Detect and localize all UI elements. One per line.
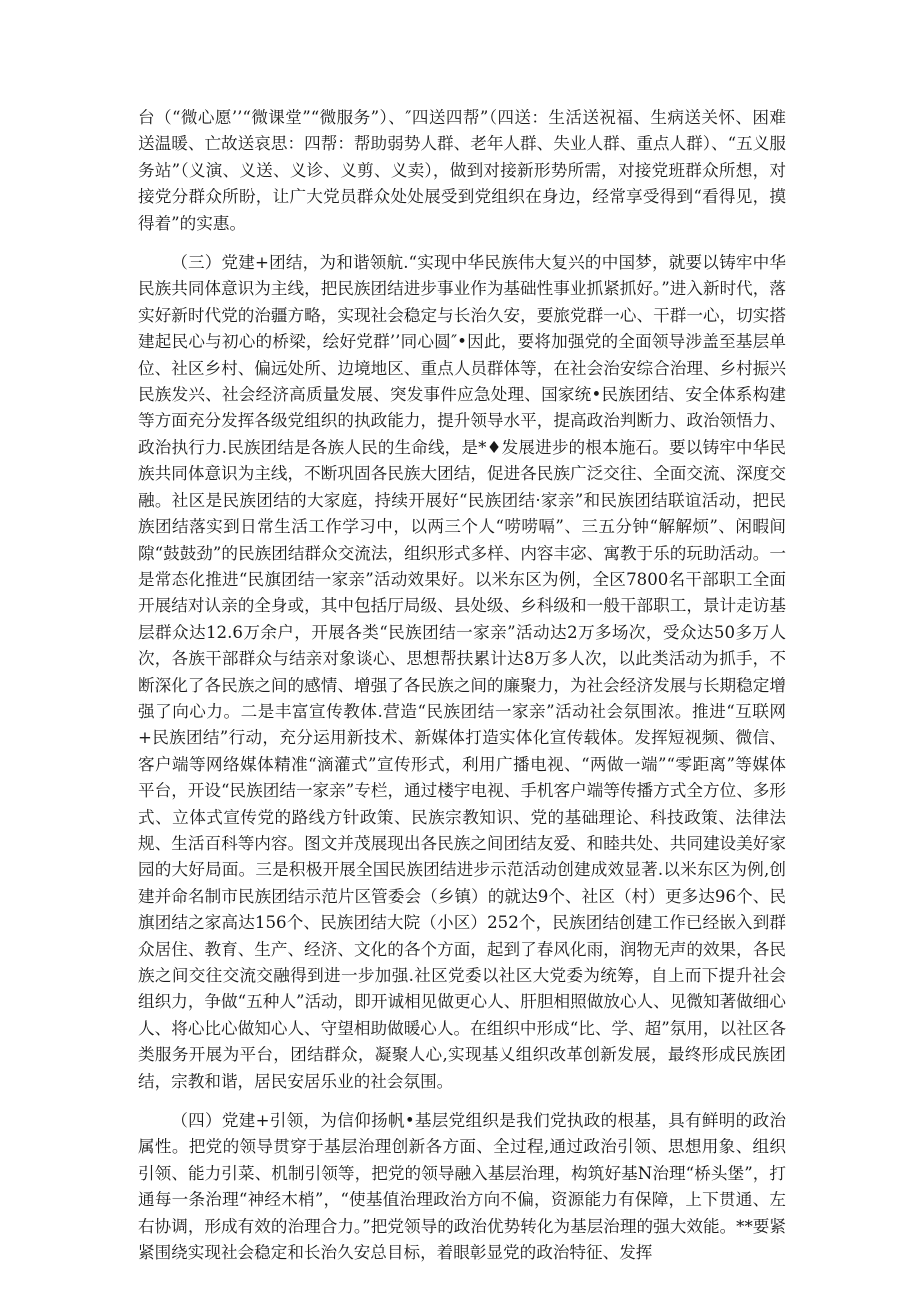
paragraph-section-three: （三）党建+团结，为和谐领航.“实现中华民族伟大复兴的中国梦，就要以铸牢中华民族共同体意识为主线，把民族团结进步事业作为基础性事业抓紧抓好。”进入新时代，落实好新时代党的治疆方略，实现社会稳定与长治久安，要旅党群一心、干群一心，切实搭建起民心与初心的桥梁，绘好党群’’同心圆″•因此，要将加强党的全面领导涉盖至基层单位、社区乡村、偏远处所、边境地区、重点人员群体等，在社会治安综合治理、乡村振兴民族发兴、社会经济高质量发展、突发事件应急处理、国家统•民族团结、安全体系构建等方面充分发挥各级党组织的执政能力，提升领导水平，提高政治判断力、政治领悟力、政治执行力.民族团结是各族人民的生命线，是*♦发展进步的根本施石。要以铸牢中华民族共同体意识为主线，不断巩固各民族大团结，促进各民族广泛交往、全面交流、深度交融。社区是民族团结的大家庭，持续开展好“民族团结·家亲”和民族团结联谊活动，把民族团结落实到日常生活工作学习中，以两三个人“唠唠嗝”、三五分钟“解解烦”、闲暇间隙“鼓鼓劲”的民族团结群众交流法，组织形式多样、内容丰宓、寓教于乐的玩助活动。一是常态化推进“民旗团结一家亲”活动效果好。以米东区为例，全区7800名干部职工全面开展结对认亲的全身或，其中包括厅局级、县处级、乡科级和一般干部职工，景计走访基层群众达12.6万余户，开展各类“民族团结一家亲”活动达2万多场次，受众达50多万人次，各族干部群众与结亲对象谈心、思想帮扶累计达8万多人次，以此类活动为抓手，不断深化了各民族之间的感情、增强了各民族之间的廉聚力，为社会经济发展与长期稳定增强了向心力。二是丰富宣传教体.营造“民族团结一家亲”活动社会氛围浓。推进“互联网+民族团结”行动，充分运用新技术、新媒体打造实体化宣传载体。发挥短视频、微信、客户端等网络媒体精准“滴灌式”宣传形式，利用广播电视、“两做一端”“零距离”等媒体平台，开设“民族团结一家亲”专栏，通过楼宇电视、手机客户端等传播方式全方位、多形式、立体式宣传党的路线方针政策、民族宗教知识、党的基础理论、科技政策、法律法规、生活百科等内容。图文并茂展现出各民族之间团结友爱、和睦共处、共同建设美好家园的大好局面。三是积极开展全国民族团结进步示范活动创建成效显著.以米东区为例,创建并命名制市民族团结示范片区管委会（乡镇）的就达9个、社区（村）更多达96个、民旗团结之家高达156个、民族团结大院（小区）252个，民族团结创建工作已经嵌入到群众居住、教育、生产、经济、文化的各个方面，起到了春风化雨，润物无声的效果，各民族之间交往交流交融得到进一步加强.社区党委以社区大党委为统筹，自上而下提升社会组织力，争做“五种人”活动，即开诚相见做更心人、肝胆相照做放心人、见微知著做细心人、将心比心做知心人、守望相助做暖心人。在组织中形成“比、学、超”氛用，以社区各类服务开展为平台，团结群众，凝聚人心,实现基乂组织改革创新发展，最终形成民族团结，宗教和谐，居民安居乐业的社会氛围。 bbox=[138, 253, 786, 1091]
document-page bbox=[138, 105, 786, 1266]
paragraph-continuation: 台（“微心愿’’“微课堂”“微服务”）、″四送四帮”（四送：生活送祝福、生病送关怀、困难送温暖、亡故送哀思：四帮：帮助弱势人群、老年人群、失业人群、重点人群）、“五义服务站”（义演、义送、义诊、义剪、义卖），做到对接新形势所需，对接党班群众所想，对接党分群众所盼，让广大党员群众处处展受到党组织在身边，经常享受得到“看得见，摸得着”的实惠。 bbox=[138, 108, 786, 233]
paragraph-section-four: （四）党建+引领，为信仰扬帆•基层党组织是我们党执政的根基，具有鲜明的政治属性。把党的领导贯穿于基层治理创新各方面、全过程,通过政治引领、思想用象、组织引领、能力引菜、机制引领等，把党的领导融入基层治理，构筑好基N治理“桥头堡”，打通每一条治理“神经木梢”，“使基值治理政治方向不偏，资源能力有保障，上下贯通、左右协调，形成有效的治理合力。”把党领导的政治优势转化为基层治理的强大效能。**要紧紧围绕实现社会稳定和长治久安总目标，着眼彰显党的政治特征、发挥 bbox=[138, 1111, 786, 1263]
